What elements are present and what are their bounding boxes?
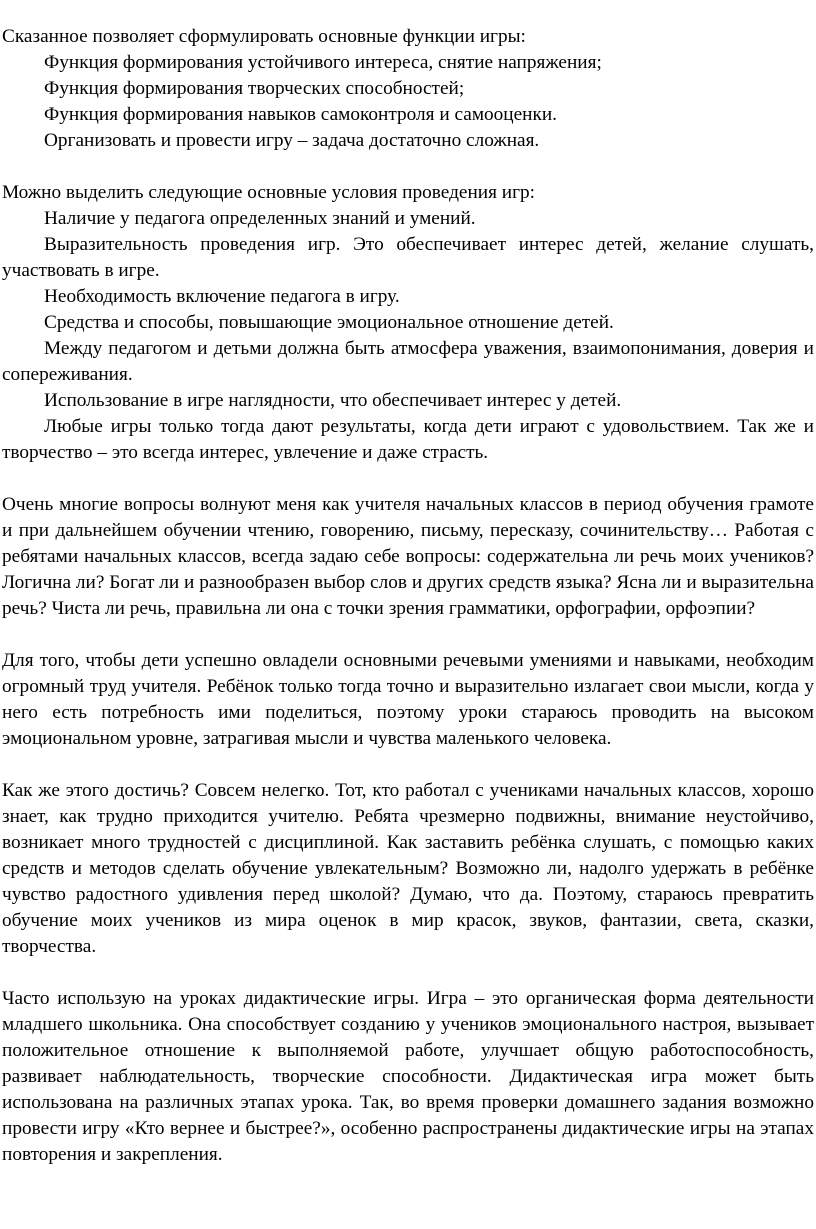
list-item: Необходимость включение педагога в игру.	[44, 286, 400, 307]
paragraph-didactic-games: Часто использую на уроках дидактические игры. Игра – это органическая форма деятельности младшего школьника. Она способствует созданию у учеников эмоционального настроя, вызывает положительное отношение к выполняемой работе, улучшает общую работоспособность, развивает наблюдательность, творческие способности. Дидактическая игра может быть использована на различных этапах урока. Так, во время проверки домашнего задания возможно провести игру «Кто вернее и быстрее?», особенно распространены дидактические игры на этапах повторения и закрепления.	[2, 988, 814, 1165]
document-body	[2, 24, 814, 1168]
list-item: Функция формирования устойчивого интереса, снятие напряжения;	[44, 52, 602, 73]
paragraph-speech-questions: Очень многие вопросы волнуют меня как учителя начальных классов в период обучения грамоте и при дальнейшем обучении чтению, говорению, письму, пересказу, сочинительству… Работая с ребятами начальных классов, всегда задаю себе вопросы: содержательна ли речь моих учеников? Логична ли? Богат ли и разнообразен выбор слов и других средств языка? Ясна ли и выразительна речь? Чиста ли речь, правильна ли она с точки зрения грамматики, орфографии, орфоэпии?	[2, 494, 814, 619]
list-item: Организовать и провести игру – задача достаточно сложная.	[44, 130, 540, 151]
list-item: Любые игры только тогда дают результаты, когда дети играют с удовольствием. Так же и творчество – это всегда интерес, увлечение и даже страсть.	[2, 416, 814, 463]
list-item: Между педагогом и детьми должна быть атмосфера уважения, взаимопонимания, доверия и сопереживания.	[2, 338, 814, 385]
section-game-functions	[2, 24, 814, 154]
list-item: Функция формирования творческих способностей;	[44, 78, 465, 99]
list-item: Использование в игре наглядности, что обеспечивает интерес у детей.	[44, 390, 622, 411]
list-item: Функция формирования навыков самоконтроля и самооценки.	[44, 104, 558, 125]
paragraph-teacher-work: Для того, чтобы дети успешно овладели основными речевыми умениями и навыками, необходим огромный труд учителя. Ребёнок только тогда точно и выразительно излагает свои мысли, когда у него есть потребность ими поделиться, поэтому уроки стараюсь проводить на высоком эмоциональном уровне, затрагивая мысли и чувства маленького человека.	[2, 650, 814, 749]
list-item: Средства и способы, повышающие эмоциональное отношение детей.	[44, 312, 614, 333]
section-game-conditions	[2, 180, 814, 466]
list-item: Наличие у педагога определенных знаний и умений.	[44, 208, 476, 229]
list-item: Выразительность проведения игр. Это обеспечивает интерес детей, желание слушать, участвовать в игре.	[2, 234, 814, 281]
section-intro: Сказанное позволяет сформулировать основные функции игры:	[2, 26, 526, 47]
section-intro: Можно выделить следующие основные условия проведения игр:	[2, 182, 535, 203]
paragraph-how-to-achieve: Как же этого достичь? Совсем нелегко. Тот, кто работал с учениками начальных классов, хорошо знает, как трудно приходится учителю. Ребята чрезмерно подвижны, внимание неустойчиво, возникает много трудностей с дисциплиной. Как заставить ребёнка слушать, с помощью каких средств и методов сделать обучение увлекательным? Возможно ли, надолго удержать в ребёнке чувство радостного удивления перед школой? Думаю, что да. Поэтому, стараюсь превратить обучение моих учеников из мира оценок в мир красок, звуков, фантазии, света, сказки, творчества.	[2, 780, 814, 957]
